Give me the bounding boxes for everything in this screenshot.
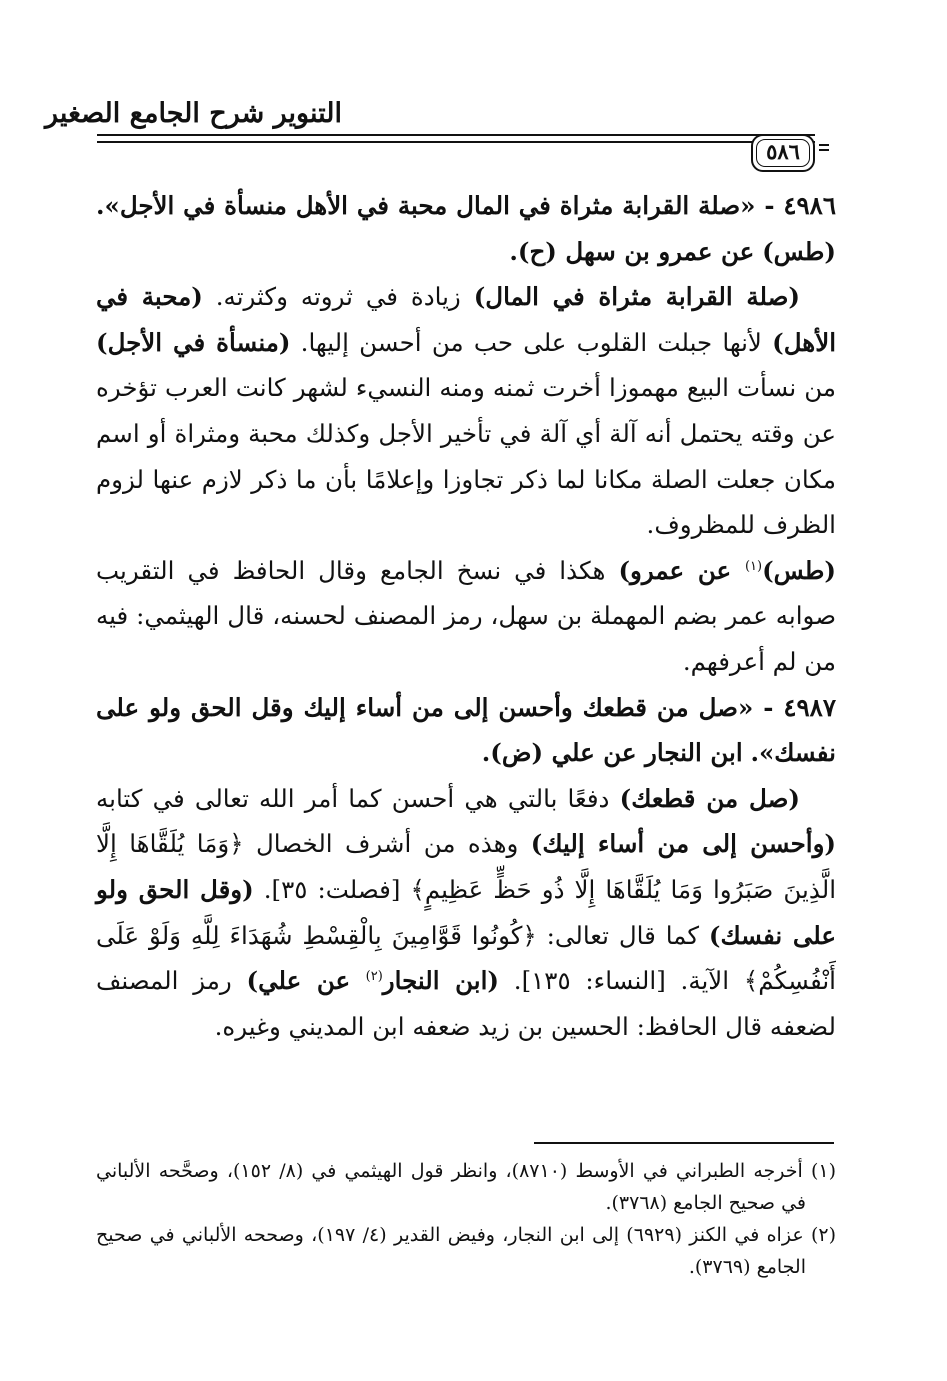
verse-reference: [فصلت: ٣٥]. (253, 874, 411, 904)
lemma: (ابن النجار (382, 966, 499, 996)
lemma: (منسأة في الأجل) (96, 327, 291, 357)
hadith-4986: ٤٩٨٦ - «صلة القرابة مثراة في المال محبة في الأهل منسأة في الأجل». (طس) عن عمرو بن سهل (ح). (96, 191, 836, 266)
lemma: عن علي) (246, 966, 366, 996)
hadith-number: ٤٩٨٦ (783, 191, 836, 220)
quran-verse: ﴿كُونُوا قَوَّامِينَ بِالْقِسْطِ شُهَدَاءَ لِلَّهِ وَلَوْ عَلَى أَنْفُسِكُمْ﴾ (96, 920, 836, 996)
footnote-rule (534, 1142, 834, 1144)
hadith-number: ٤٩٨٧ (783, 692, 836, 722)
commentary-text: من نسأت البيع مهموزا أخرت ثمنه ومنه النسيء لشهر كانت العرب تؤخره عن وقته يحتمل أنه آلة أي آلة في تأخير الأجل وكذلك محبة ومثراة أو اسم مكان جعلت الصلة مكانا لما ذكر تجاوزا وإعلامًا بأن ما ذكر لازم عنها لزوم الظرف للمظروف. (96, 373, 836, 540)
source-code: (طس) (762, 236, 836, 266)
lemma: (محبة في الأهل) (96, 282, 837, 357)
hadith-narrator: ابن النجار عن علي (ض). (481, 738, 743, 768)
commentary-text: رمز المصنف لضعفه قال الحافظ: الحسين بن زيد ضعفه ابن المديني وغيره. (96, 966, 836, 1041)
lemma: (طس) (762, 555, 836, 585)
footnote-1: (١) أخرجه الطبراني في الأوسط (٨٧١٠)، وانظر قول الهيثمي في (٨/ ١٥٢)، وصحَّحه الألباني في صحيح الجامع (٣٧٦٨). (96, 1160, 836, 1214)
commentary-4986 (96, 274, 836, 548)
verse-reference: الآية. [النساء: ١٣٥]. (498, 966, 744, 996)
commentary-text: كما قال تعالى: (536, 920, 709, 950)
footnote-marker: (٢) (365, 968, 383, 984)
header-rule (97, 134, 815, 145)
header-rule-end (815, 139, 835, 149)
lemma: عن عمرو) (618, 555, 745, 585)
main-text (96, 183, 836, 1049)
commentary-text: لأنها جبلت القلوب على حب من أحسن إليها. (290, 327, 773, 357)
footnote-2: (٢) عزاه في الكنز (٦٩٢٩) إلى ابن النجار، وفيض القدير (٤/ ١٩٧)، وصححه الألباني في صحيح الجامع (٣٧٦٩). (96, 1224, 837, 1278)
lemma: (صلة القرابة مثراة في المال) (473, 282, 800, 312)
commentary-text: دفعًا بالتي هي أحسن كما أمر الله تعالى في كتابه (96, 783, 620, 813)
quran-verse: ﴿وَمَا يُلَقَّاهَا إِلَّا الَّذِينَ صَبَرُوا وَمَا يُلَقَّاهَا إِلَّا ذُو حَظٍّ عَظِيمٍ﴾ (96, 829, 836, 904)
commentary-text: زيادة في ثروته وكثرته. (202, 282, 474, 312)
commentary-text: وهذه من أشرف الخصال (243, 829, 531, 859)
footnotes (96, 1155, 836, 1283)
lemma: (وأحسن إلى من أساء إليك) (530, 829, 836, 859)
footnote-marker: (١) (744, 558, 763, 574)
commentary-4987 (96, 776, 836, 1050)
lemma: (صل من قطعك) (619, 783, 800, 813)
hadith-narrator: عن عمرو بن سهل (ح). (509, 236, 755, 266)
commentary-4986-source (96, 548, 836, 685)
hadith-matn: «صلة القرابة مثراة في المال محبة في الأهل منسأة في الأجل». (96, 191, 756, 220)
hadith-matn: «صل من قطعك وأحسن إلى من أساء إليك وقل الحق ولو على نفسك». (96, 692, 836, 768)
running-title: التنوير شرح الجامع الصغير (45, 98, 342, 129)
page-number: ٥٨٦ (751, 134, 815, 172)
hadith-4987: ٤٩٨٧ - «صل من قطعك وأحسن إلى من أساء إليك وقل الحق ولو على نفسك». ابن النجار عن علي (ض). (96, 692, 836, 768)
commentary-text: هكذا في نسخ الجامع وقال الحافظ في التقريب صوابه عمر بضم المهملة بن سهل، رمز المصنف لحسنه، قال الهيثمي: فيه من لم أعرفهم. (96, 555, 836, 676)
lemma: (وقل الحق ولو على نفسك) (96, 874, 836, 950)
